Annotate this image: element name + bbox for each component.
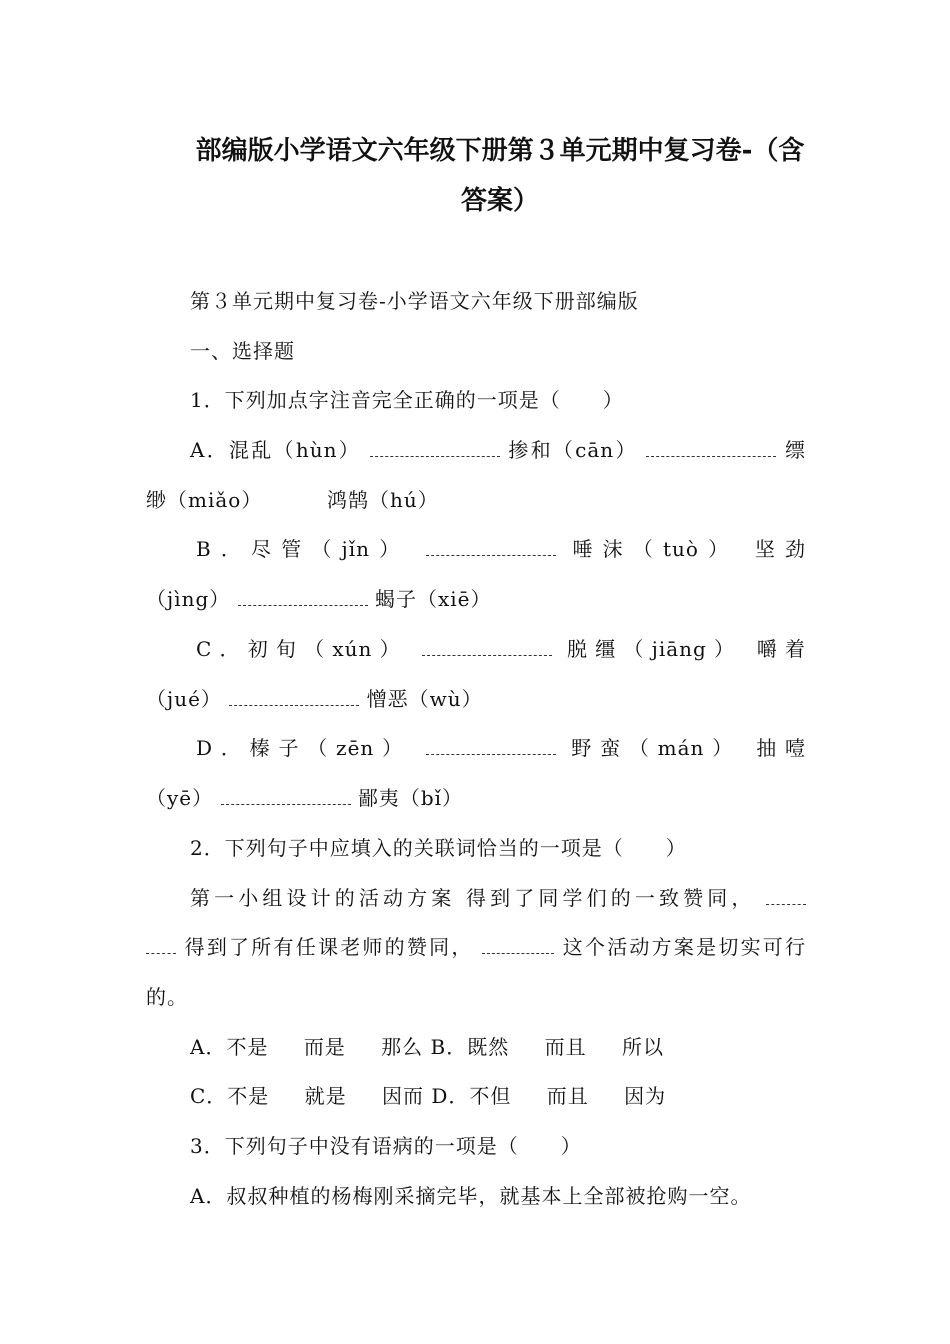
question-1-option-d-line-2: （yē） 鄙夷（bǐ） <box>146 786 464 810</box>
fill-blank <box>426 736 556 755</box>
question-2-stem: 2．下列句子中应填入的关联词恰当的一项是（ ） <box>190 836 687 860</box>
fill-blank <box>221 786 351 805</box>
fill-blank <box>229 687 359 706</box>
subtitle: 第３单元期中复习卷-小学语文六年级下册部编版 <box>190 289 639 313</box>
fill-blank <box>422 637 552 656</box>
fill-blank <box>482 935 554 954</box>
question-1-option-c-line-1: C．初旬（xún） 脱缰（jiāng） 嚼着 <box>196 637 807 661</box>
question-1-option-c-line-2: （jué） 憎恶（wù） <box>146 687 483 711</box>
fill-blank <box>238 587 368 606</box>
question-3-option-a: A．叔叔种植的杨梅刚采摘完毕，就基本上全部被抢购一空。 <box>190 1184 752 1208</box>
question-1-option-d-line-1: D．榛子（zēn） 野蛮（mán） 抽噎 <box>196 736 807 760</box>
question-1-option-b-line-2: （jìng） 蝎子（xiē） <box>146 587 492 611</box>
question-1-option-a-line-1: A．混乱（hùn） 掺和（cān） 缥 <box>190 438 807 462</box>
question-1-option-a-line-2: 缈（miǎo） 鸿鹄（hú） <box>146 488 439 512</box>
question-2-body-line-3: 的。 <box>146 985 188 1009</box>
title-line-2: 答案） <box>460 186 539 216</box>
question-1-stem: 1．下列加点字注音完全正确的一项是（ ） <box>190 388 624 412</box>
question-2-body-line-2: 得到了所有任课老师的赞同， 这个活动方案是切实可行 <box>146 931 806 963</box>
fill-blank <box>646 438 776 457</box>
question-2-body-line-1: 第一小组设计的活动方案 得到了同学们的一致赞同， <box>146 882 806 914</box>
fill-blank <box>426 537 556 556</box>
question-3-stem: 3．下列句子中没有语病的一项是（ ） <box>190 1134 582 1158</box>
document-title <box>180 126 820 226</box>
question-2-options-line-2: C．不是 就是 因而 D．不但 而且 因为 <box>190 1084 667 1108</box>
question-1-option-b-line-1: B．尽管（jǐn） 唾沫（tuò） 坚劲 <box>196 537 806 561</box>
fill-blank <box>766 886 806 905</box>
fill-blank <box>370 438 500 457</box>
question-2-options-line-1: A．不是 而是 那么 B．既然 而且 所以 <box>190 1035 664 1059</box>
title-line-1: 部编版小学语文六年级下册第３单元期中复习卷-（含 <box>195 136 805 166</box>
section-heading: 一、选择题 <box>190 339 295 363</box>
fill-blank <box>146 935 176 954</box>
